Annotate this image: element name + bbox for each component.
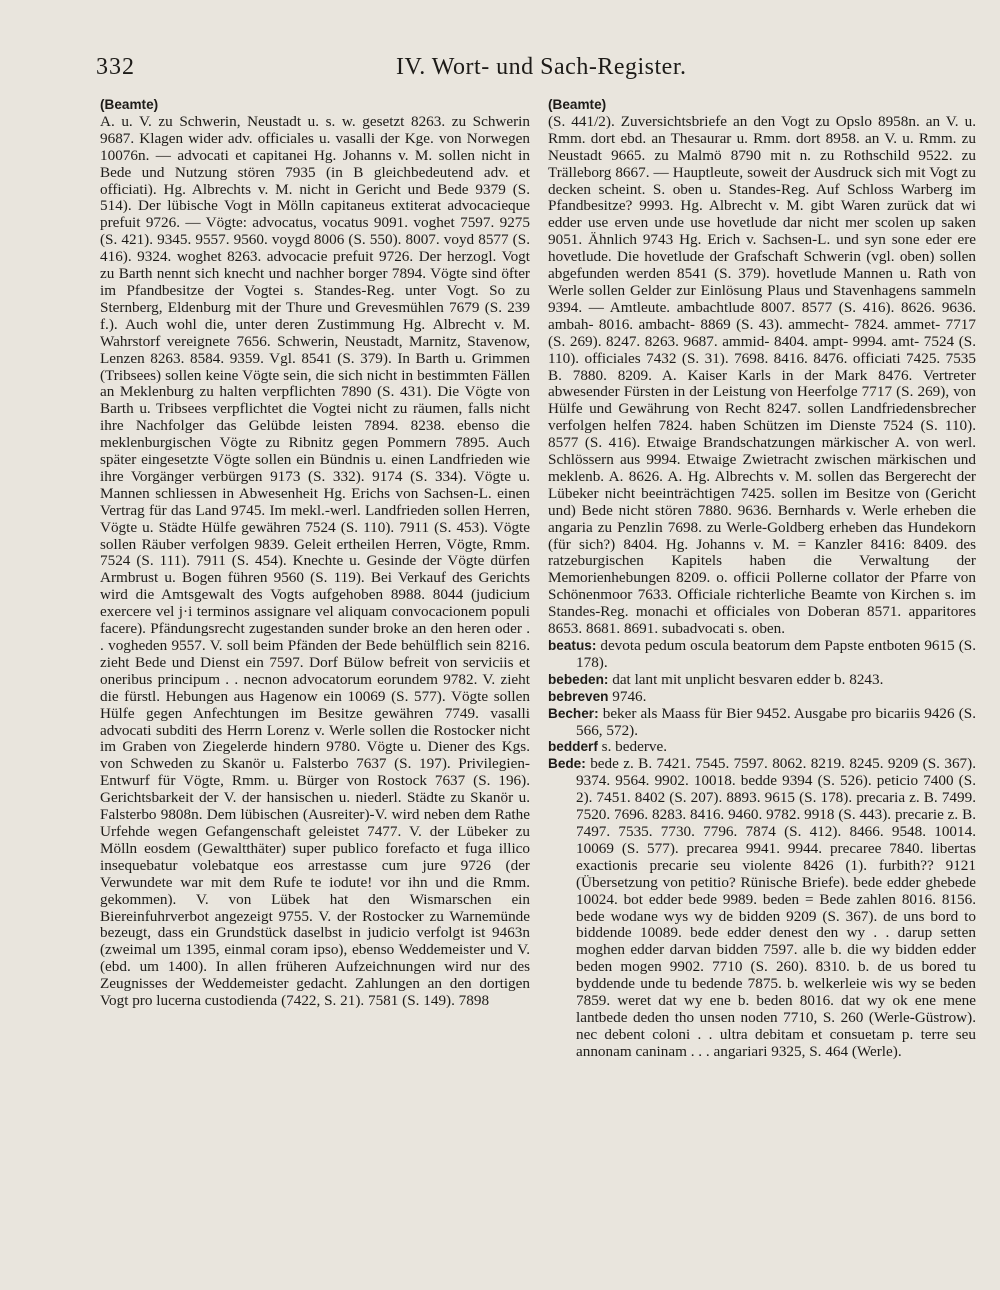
left-column <box>100 97 530 1010</box>
entry-head: bebeden: <box>548 671 609 687</box>
entry-text: beker als Maass für Bier 9452. Ausgabe pro bicariis 9426 (S. 566, 572). <box>576 704 977 739</box>
entry-text: A. u. V. zu Schwerin, Neustadt u. s. w. gesetzt 8263. zu Schwerin 9687. Klagen wider adv. officiales u. vasalli der Kge. von Norwegen 10076n. — advocati et capitanei Hg. Johanns v. M. sollen nicht in Bede und Nutzung stören 7935 (in B gleichbedeutend adv. et officiati). Hg. Albrechts v. M. nicht in Gericht und Bede 9379 (S. 514). Der lübische Vogt in Mölln capitaneus extiterat advocacieque prefuit 9726. — Vögte: advocatus, vocatus 9091. voghet 7597. 9275 (S. 421). 9345. 9557. 9560. voygd 8006 (S. 550). 8007. voyd 8577 (S. 416). 9324. woghet 8263. advocacie prefuit 9726. Der herzogl. Vogt zu Barth nennt sich knecht und nachher borger 7894. Vögte sind öfter im Pfandbesitze der Vogtei s. Standes-Reg. unter Vogt. So zu Sternberg, Eldenburg mit der Thure und Grevesmühlen 7679 (S. 239 f.). Auch wohl die, unter deren Zustimmung Hg. Albrecht v. M. Wahrstorf vereignete 7656. Schwerin, Neustadt, Marnitz, Stavenow, Lenzen 8263. 8584. 9359. Vgl. 8541 (S. 379). In Barth u. Grimmen (Tribsees) sollen keine Vögte sein, die sich nicht in bestimmten Fällen an Meklenburg zu halten verpflichten 7890 (S. 431). Die Vögte von Barth u. Tribsees verpflichtet die Vogtei nicht zu räumen, falls nicht ihre Nachfolger das Gelübde leisten 7894. 8238. ebenso die meklenburgischen Vögte zu Ribnitz gegen Pommern 7895. Auch später eingesetzte Vögte sollen ein Bündnis u. einen Landfrieden wie ihre Vorgänger verbürgen 9173 (S. 332). 9174 (S. 334). Vögte u. Mannen schliessen in Abwesenheit Hg. Erichs von Sachsen-L. einen Vertrag für das Land 9745. Im mekl.-werl. Landfrieden sollen Herren, Vögte u. Städte Hülfe gewähren 7524 (S. 110). 7911 (S. 453). Vögte sollen Räuber verfolgen 9839. Geleit ertheilen Herren, Vögte, Rmm. 7524 (S. 111). 7911 (S. 454). Knechte u. Gesinde der Vögte dürfen Armbrust u. Bogen führen 9560 (S. 119). Bei Verkauf des Gerichts wird die Amtsgewalt des Vogts aufgehoben 8988. 8044 (judicium exercere vel j·i terminos assignare vel aliquam convocacionem populi facere). Pfändungsrecht zugestanden sunder broke an den heren oder . . vogheden 9557. V. soll beim Pfänden der Bede behülflich sein 8216. zieht Bede und Dienst ein 7597. Dorf Bülow befreit von serviciis et oneribus principum . . necnon advocatorum eorundem 9782. V. zieht die fürstl. Hebungen aus Hagenow ein 10069 (S. 577). Vögte sollen Hülfe gegen Anfechtungen im Besitze gewähren 7749. vasalli advocati subditi des Herrn Lorenz v. Werle sollen die Rostocker nicht im Graben von Ziegelerde hindern 9780. Vögte u. Diener des Kgs. von Schweden zu Skanör u. Falsterbo 7637 (S. 197). Privilegien-Entwurf für Vögte, Rmm. u. Bürger von Rostock 7637 (S. 196). Gerichtsbarkeit der V. der hansischen u. niederl. Städte zu Skanör u. Falsterbo 9808n. Dem lübischen (Ausreiter)-V. wird neben dem Rathe Urfehde wegen Gefangenschaft geleistet 7477. V. der Lübeker zu Mölln eosdem (Gewaltthäter) super publico forefacto et fuga illico insequebatur volebatque eos arrestasse cum jure 9726 (der Verwundete war mit dem Rufe te iodute! vor ihn und die Rmm. gekommen). V. von Lübek hat den Wismarschen ein Biereinfuhrverbot angezeigt 9755. V. der Rostocker zu Warnemünde bezeugt, dass ein Grundstück daselbst in judicio verfolgt ist 9463n (zweimal um 1395, einmal coram ipso), ebenso Weddemeister und V. (ebd. um 1400). In allen früheren Aufzeichnungen wird nur des Zeugnisses der Weddemeister gedacht. Zahlungen an den dortigen Vogt pro lucerna custodienda (7422, S. 21). 7581 (S. 149). 7898 <box>100 112 530 1010</box>
index-entry <box>548 739 976 756</box>
index-entry <box>548 672 976 689</box>
entry-text: devota pedum oscula beatorum dem Papste entboten 9615 (S. 178). <box>576 637 977 671</box>
entry-text: (S. 441/2). Zuversichtsbriefe an den Vogt zu Opslo 8958n. an V. u. Rmm. dort ebd. an Thesaurar u. Rmm. dort 8958. an V. u. Rmm. zu Neustadt 9665. zu Malmö 8790 mit n. zu Rothschild 9522. zu Trälleborg 8667. — Hauptleute, soweit der Ausdruck sich mit Vogt zu decken scheint. S. oben u. Standes-Reg. Auf Schloss Warberg im Pfandbesitze? 9993. Hg. Albrecht v. M. gibt Waren zurück dat wi edder use erven unde use hovetlude dar nicht mer scolen up saken 9051. Ähnlich 9743 Hg. Erich v. Sachsen-L. und syn sone eder ere hovetlude. Die hovetlude der Grafschaft Schwerin (vgl. oben) sollen abgefunden werden 8541 (S. 379). hovetlude Mannen u. Rath von Werle sollen Gelder zur Einlösung Plaus und Stavenhagens sammeln 9394. — Amtleute. ambachtlude 8007. 8577 (S. 416). 8626. 9636. ambah- 8016. ambacht- 8869 (S. 43). ammecht- 7824. ammet- 7717 (S. 269). 8247. 8263. 9687. ammid- 8404. ampt- 9994. amt- 7524 (S. 110). officiales 7432 (S. 31). 7698. 8416. 8476. officiati 7425. 7535 B. 7880. 8209. A. Kaiser Karls in der Mark 8476. Vertreter abwesender Fürsten in der Leistung von Heerfolge 7717 (S. 269), von Hülfe und Gewährung von Recht 8247. sollen Landfriedensbrecher verfolgen helfen 7824. haben Schützen im Dienste 7524 (S. 110). 8577 (S. 416). Etwaige Brandschatzungen märkischer A. von werl. Schlössern aus 9994. Etwaige Zwietracht zwischen märkischen und meklenb. A. 8626. A. Hg. Albrechts v. M. sollen das Bergerecht der Lübeker nicht beeinträchtigen 7425. sollen im Besitze von (Gericht und) Bede nicht stören 7880. 9636. Bernhards v. Werle erheben die angaria zu Penzlin 7698. zu Werle-Goldberg erheben das Hundekorn (für sich?) 8404. Hg. Johanns v. M. = Kanzler 8416: 8409. des ratzeburgischen Kapitels haben die Verwaltung der Memorienhebungen 8209. o. officii Pollerne collator der Pfarre von Schönenmoor 7633. Officiale richterliche Beamte von Kirchen s. im Standes-Reg. monachi et officiales von Doberan 8571. apparitores 8653. 8681. 8691. subadvocati s. oben. <box>548 112 976 638</box>
running-title: IV. Wort- und Sach-Register. <box>396 54 687 80</box>
entry-head: (Beamte) <box>548 97 607 112</box>
page-number: 332 <box>96 54 135 80</box>
entry-head: beatus: <box>548 638 597 653</box>
entry-text: dat lant mit unplicht besvaren edder b. 8243. <box>612 670 884 688</box>
index-entry <box>548 706 976 740</box>
entry-head: bedderf <box>548 739 598 755</box>
running-header <box>96 54 976 90</box>
entry-text: 9746. <box>612 687 647 705</box>
entry-text: bede z. B. 7421. 7545. 7597. 8062. 8219. 8245. 9209 (S. 367). 9374. 9564. 9902. 10018. bedde 9394 (S. 526). peticio 7400 (S. 2). 7451. 8402 (S. 207). 8893. 9615 (S. 178). precaria z. B. 7499. 7520. 7696. 8283. 8416. 9460. 9782. 9918 (S. 443). precarie z. B. 7497. 7535. 7730. 7796. 7874 (S. 412). 8466. 9548. 10014. 10069 (S. 577). precarea 9941. 9944. precaree 7840. libertas exactionis precarie seu violente 8426 (1). furbith?? 9121 (Übersetzung von petitio? Rünische Briefe). bede edder ghebede 10024. bot edder bede 9989. beden = Bede zahlen 8016. 8156. bede wodane wys wy de bidden 9209 (S. 367). de uns bord to biddende 10089. bede edder denest den wy . . darup setten moghen edder darvan bidden 7597. alle b. die wy bidden edder beden mogen 9902. 7710 (S. 260). 8310. b. de us bored tu byddende unde tu bedende 7875. b. welkerleie wis wy se beden 7859. weret dat wy ene b. beden 8016. dat wy ok ene mene lantbede deden tho unsen noden 7710, S. 260 (Werle-Güstrow). nec debent coloni . . ultra debitam et consuetam p. terre seu annonam caninam . . . angariari 9325, S. 464 (Werle). <box>576 755 977 1060</box>
entry-head: Becher: <box>548 705 599 721</box>
right-column <box>548 97 976 1061</box>
index-entry <box>548 638 976 672</box>
entry-head: (Beamte) <box>100 97 159 112</box>
entry-text: s. bederve. <box>601 738 668 756</box>
entry-head: Bede: <box>548 756 586 772</box>
index-entry <box>548 689 976 706</box>
entry-head: bebreven <box>548 688 609 704</box>
index-entry <box>548 756 976 1060</box>
